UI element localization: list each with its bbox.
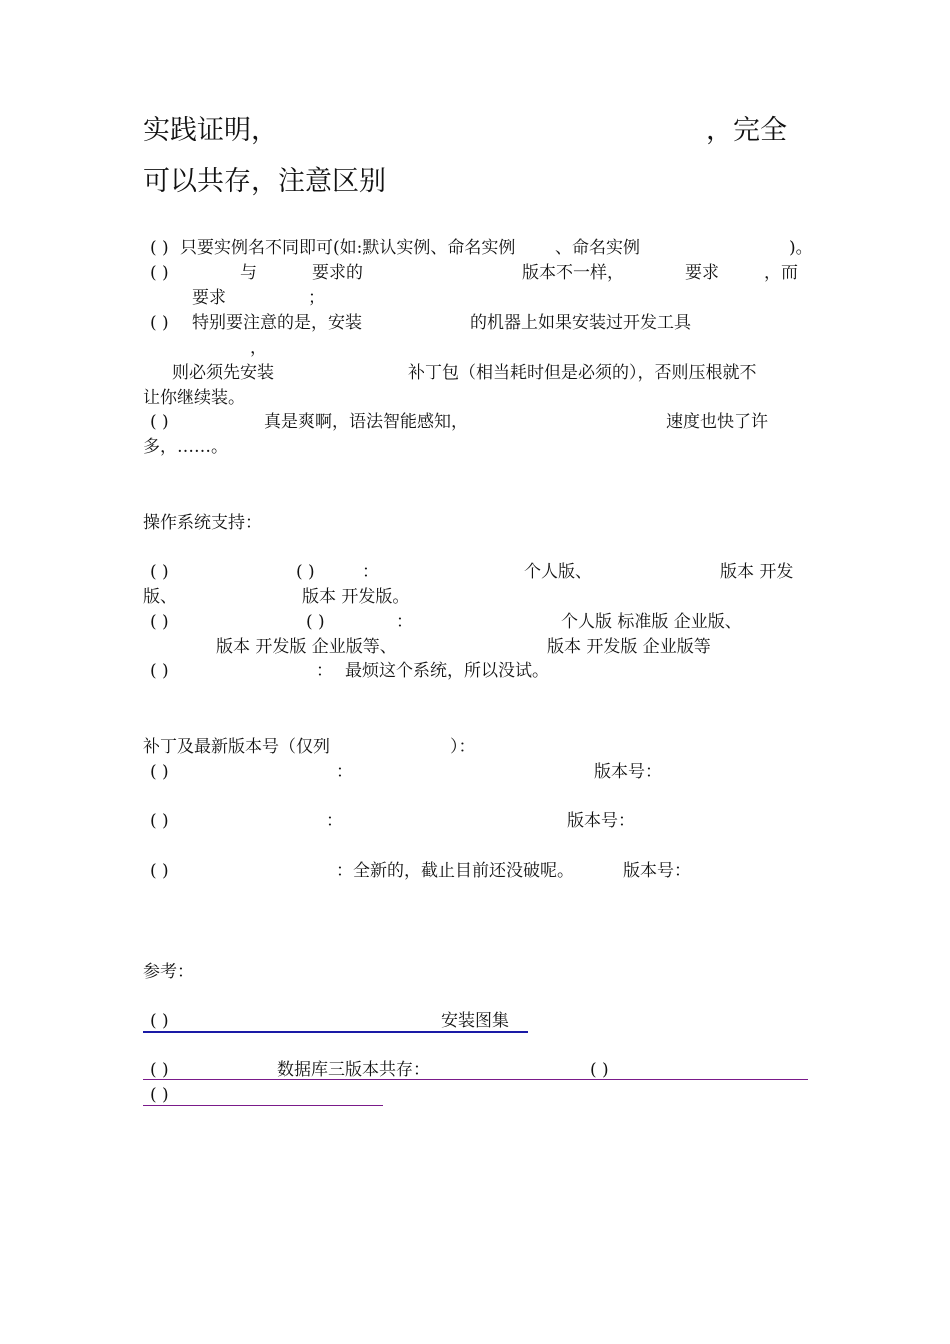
note1-text-a: 只要实例名不同即可(如:默认实例、命名实例 [180, 238, 516, 258]
note4-text-c: 多，……。 [143, 437, 228, 457]
patches-title-b: ）： [450, 737, 476, 757]
note3-text-b: 的机器上如果安装过开发工具 [470, 313, 691, 333]
os-support-title: 操作系统支持： [143, 513, 262, 533]
note2-text-d: 要求 [685, 263, 719, 283]
note2-text-g: ； [308, 288, 325, 308]
patch1-colon: ： [336, 762, 353, 782]
patch3-marker: ( ) [150, 861, 169, 881]
os-row3-text-a: 最烦这个系统，所以没试。 [345, 661, 549, 681]
note4-text-a: 真是爽啊，语法智能感知， [264, 412, 468, 432]
os-row3-marker: ( ) [150, 661, 169, 681]
os-row2-marker: ( ) [150, 612, 169, 632]
ref2-text[interactable]: 数据库三版本共存： [277, 1060, 430, 1080]
note4-marker: ( ) [150, 412, 169, 432]
os-row1-marker: ( ) [150, 562, 169, 582]
os-row2-colon: ： [396, 612, 413, 632]
os-row2-text-c: 版本 开发版 企业版等 [547, 637, 711, 657]
heading-line2: 可以共存，注意区别 [143, 166, 386, 197]
os-row2-text-b: 版本 开发版 企业版等、 [216, 637, 397, 657]
note3-text-d: 则必须先安装 [172, 363, 274, 383]
ref2-underline [143, 1079, 808, 1080]
ref3-underline [143, 1105, 383, 1106]
ref2-paren[interactable]: ( ) [590, 1060, 609, 1080]
note2-text-c: 版本不一样， [522, 263, 624, 283]
os-row1-text-d: 版本 开发版。 [302, 587, 410, 607]
ref2-marker[interactable]: ( ) [150, 1060, 169, 1080]
note1-text-c: )。 [789, 238, 813, 258]
note2-text-e: ，而 [764, 263, 798, 283]
os-row1-paren: ( ) [296, 562, 315, 582]
patch3-version-label: 版本号： [623, 861, 691, 881]
heading-line1-right: ，完全 [706, 115, 787, 146]
heading-line1-left: 实践证明， [143, 115, 278, 146]
note2-marker: ( ) [150, 263, 169, 283]
patch2-marker: ( ) [150, 811, 169, 831]
note4-text-b: 速度也快了许 [666, 412, 768, 432]
note2-text-b: 要求的 [312, 263, 363, 283]
note2-text-a: 与 [240, 263, 257, 283]
os-row2-paren: ( ) [306, 612, 325, 632]
note2-text-f: 要求 [192, 288, 226, 308]
references-title: 参考： [143, 962, 194, 982]
patches-title-a: 补丁及最新版本号（仅列 [143, 737, 330, 757]
os-row1-text-a: 个人版、 [524, 562, 592, 582]
patch2-version-label: 版本号： [567, 811, 635, 831]
note1-marker: ( ) [150, 238, 169, 258]
os-row1-text-c: 版、 [143, 587, 177, 607]
patch1-marker: ( ) [150, 762, 169, 782]
note3-text-a: 特别要注意的是，安装 [192, 313, 362, 333]
os-row3-colon: ： [316, 661, 333, 681]
note3-text-f: 让你继续装。 [143, 388, 245, 408]
ref1-text[interactable]: 安装图集 [441, 1011, 509, 1031]
patch2-colon: ： [326, 811, 343, 831]
ref3-paren[interactable]: ( ) [150, 1085, 169, 1105]
ref1-marker[interactable]: ( ) [150, 1011, 169, 1031]
os-row2-text-a: 个人版 标准版 企业版、 [561, 612, 742, 632]
note3-text-e: 补丁包（相当耗时但是必须的），否则压根就不 [408, 363, 757, 383]
ref1-underline [143, 1031, 528, 1033]
note3-text-c: ， [250, 338, 267, 358]
os-row1-text-b: 版本 开发 [720, 562, 794, 582]
note1-text-b: 、命名实例 [555, 238, 640, 258]
patch1-version-label: 版本号： [594, 762, 662, 782]
os-row1-colon: ： [362, 562, 379, 582]
patch3-text: ：全新的，截止目前还没破呢。 [336, 861, 574, 881]
note3-marker: ( ) [150, 313, 169, 333]
